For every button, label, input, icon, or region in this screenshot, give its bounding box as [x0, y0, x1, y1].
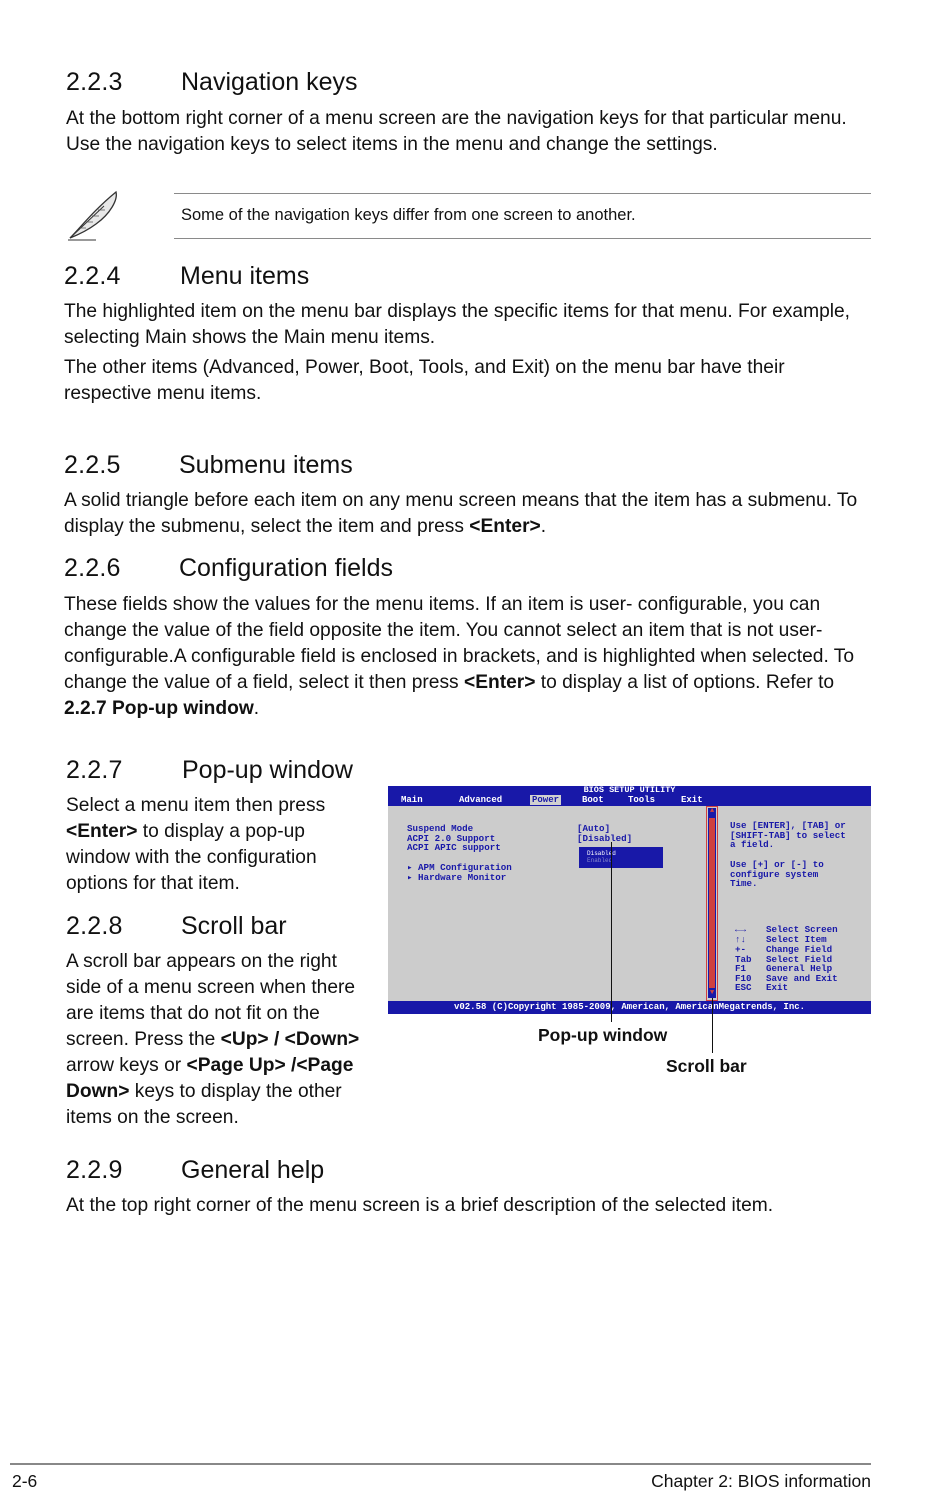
section-title-general-help: General help: [181, 1156, 325, 1184]
key-page-up: <Page Up> /<Page: [186, 1055, 354, 1076]
section-title-scroll-bar: Scroll bar: [181, 912, 287, 940]
section-number-2-2-9: 2.2.9: [66, 1156, 123, 1184]
text-line: At the top right corner of the menu screen is a brief description of the selected item.: [66, 1195, 774, 1216]
text-line: [66, 1053, 359, 1079]
text-line: These fields show the values for the menu items. If an item is user- configurable, you can: [64, 594, 821, 615]
text-line: options for that item.: [66, 873, 240, 894]
bios-key-desc: Select Field: [766, 954, 833, 965]
bios-menu-main[interactable]: Main: [401, 795, 423, 805]
bios-key: F10: [735, 973, 752, 984]
paragraph-general-help: [66, 1193, 773, 1219]
section-title-navigation-keys: Navigation keys: [181, 68, 358, 96]
bios-key: Tab: [735, 954, 752, 965]
text-line: At the bottom right corner of a menu screen are the navigation keys for that particular menu.: [66, 108, 847, 129]
bios-scroll-highlight: [706, 806, 718, 1001]
bios-item-label[interactable]: ACPI 2.0 Support: [407, 833, 496, 844]
callout-scroll-bar: Scroll bar: [666, 1056, 747, 1076]
text-span: screen. Press the: [66, 1029, 221, 1050]
bios-menu-advanced[interactable]: Advanced: [459, 795, 503, 805]
key-enter: <Enter>: [66, 821, 138, 842]
text-line: change the value of the field opposite the item. You cannot select an item that is not user-: [64, 620, 823, 641]
text-span: .: [253, 698, 260, 719]
paragraph-submenu-items: [64, 488, 857, 540]
feather-pen-icon: [66, 188, 122, 242]
paragraph-navigation-keys: [66, 106, 847, 158]
text-span: display the submenu, select the item and press: [64, 516, 470, 537]
bios-key: ↑↓: [735, 934, 747, 945]
bios-screenshot: [388, 786, 871, 1014]
bios-menu-boot[interactable]: Boot: [582, 795, 604, 805]
text-line: A scroll bar appears on the right: [66, 951, 337, 972]
bios-title: BIOS SETUP UTILITY: [583, 786, 676, 795]
note-rule-bottom: [174, 238, 871, 239]
bios-help-line: Use [+] or [-] to: [730, 859, 824, 870]
bios-help-line: Time.: [730, 878, 758, 889]
text-line: side of a menu screen when there: [66, 977, 356, 998]
bios-menu-exit[interactable]: Exit: [681, 795, 703, 805]
text-line: [66, 819, 325, 845]
text-span: keys to display the other: [129, 1081, 342, 1102]
section-number-2-2-6: 2.2.6: [64, 554, 121, 582]
text-line: items on the screen.: [66, 1107, 239, 1128]
text-line: Select a menu item then press: [66, 795, 326, 816]
bios-help-line: Use [ENTER], [TAB] or: [730, 820, 846, 831]
scroll-down-arrow-icon[interactable]: ▼: [710, 989, 715, 997]
bios-popup-window: [579, 847, 663, 868]
text-span: arrow keys or: [66, 1055, 187, 1076]
text-span: to display a pop-up: [137, 821, 305, 842]
key-page-down: Down>: [66, 1081, 130, 1102]
callout-line-scroll: [712, 998, 713, 1053]
text-span: change the value of a field, select it then press: [64, 672, 464, 693]
text-line: [64, 514, 857, 540]
text-span: to display a list of options. Refer to: [535, 672, 835, 693]
text-line: selecting Main shows the Main menu items.: [64, 327, 436, 348]
bios-item-value[interactable]: [Disabled]: [577, 833, 633, 844]
scroll-up-arrow-icon[interactable]: ▲: [710, 807, 715, 815]
section-number-2-2-8: 2.2.8: [66, 912, 123, 940]
text-line: [66, 1079, 359, 1105]
bios-copyright-footer: v02.58 (C)Copyright 1985-2009, American, AmericanMegatrends, Inc.: [388, 1001, 871, 1014]
bios-help-line: a field.: [730, 839, 775, 850]
bios-key: ←→: [735, 924, 747, 935]
bios-key-desc: Change Field: [766, 944, 833, 955]
bios-item-value[interactable]: [Auto]: [577, 823, 611, 834]
bios-submenu-item[interactable]: ▸ APM Configuration: [407, 862, 512, 873]
bios-key-desc: Select Item: [766, 934, 827, 945]
paragraph-menu-items: [64, 299, 850, 407]
bios-popup-option[interactable]: Enabled: [587, 857, 613, 864]
key-enter: <Enter>: [464, 672, 536, 693]
footer-rule: [10, 1463, 871, 1465]
bios-key-desc: Select Screen: [766, 924, 838, 935]
bios-key: ESC: [735, 982, 752, 993]
text-line: The other items (Advanced, Power, Boot, Tools, and Exit) on the menu bar have their: [64, 357, 785, 378]
bios-menu-power[interactable]: Power: [532, 795, 560, 805]
text-line: The highlighted item on the menu bar displays the specific items for that menu. For example,: [64, 301, 851, 322]
bios-help-line: [SHIFT-TAB] to select: [730, 830, 846, 841]
note-rule-top: [174, 193, 871, 194]
bios-menu-tools[interactable]: Tools: [628, 795, 656, 805]
bios-item-label[interactable]: ACPI APIC support: [407, 842, 501, 853]
note-text: Some of the navigation keys differ from one screen to another.: [181, 206, 636, 224]
text-line: respective menu items.: [64, 383, 262, 404]
callout-line-popup: [611, 842, 612, 1022]
paragraph-popup-window: [66, 793, 325, 897]
text-line: window with the configuration: [66, 847, 317, 868]
paragraph-scroll-bar: [66, 949, 359, 1131]
text-line: A solid triangle before each item on any menu screen means that the item has a submenu. To: [64, 490, 858, 511]
section-title-menu-items: Menu items: [180, 262, 310, 290]
text-line: are items that do not fit on the: [66, 1003, 320, 1024]
bios-key-desc: General Help: [766, 963, 833, 974]
section-title-configuration-fields: Configuration fields: [179, 554, 394, 582]
bios-key: +-: [735, 944, 747, 955]
text-line: [64, 696, 854, 722]
section-number-2-2-7: 2.2.7: [66, 756, 123, 784]
text-span: .: [540, 516, 547, 537]
text-line: configurable.A configurable field is enclosed in brackets, and is highlighted when selected. To: [64, 646, 855, 667]
section-number-2-2-5: 2.2.5: [64, 451, 121, 479]
bios-key: F1: [735, 963, 747, 974]
text-line: Use the navigation keys to select items in the menu and change the settings.: [66, 134, 718, 155]
callout-popup-window: Pop-up window: [538, 1025, 668, 1045]
paragraph-configuration-fields: [64, 592, 854, 722]
section-number-2-2-3: 2.2.3: [66, 68, 123, 96]
bios-popup-option[interactable]: Disabled: [587, 850, 616, 857]
section-number-2-2-4: 2.2.4: [64, 262, 121, 290]
section-title-popup-window: Pop-up window: [182, 756, 353, 784]
cross-reference: 2.2.7 Pop-up window: [64, 698, 254, 719]
bios-key-desc: Save and Exit: [766, 973, 838, 984]
bios-submenu-item[interactable]: ▸ Hardware Monitor: [407, 872, 507, 883]
page-number: 2-6: [12, 1471, 38, 1491]
key-up-down: <Up> / <Down>: [220, 1029, 360, 1050]
bios-help-line: configure system: [730, 869, 819, 880]
bios-item-label[interactable]: Suspend Mode: [407, 823, 474, 834]
key-enter: <Enter>: [469, 516, 541, 537]
bios-key-desc: Exit: [766, 982, 789, 993]
text-line: [66, 1027, 359, 1053]
chapter-title: Chapter 2: BIOS information: [651, 1471, 871, 1491]
section-title-submenu-items: Submenu items: [179, 451, 353, 479]
text-line: [64, 670, 854, 696]
